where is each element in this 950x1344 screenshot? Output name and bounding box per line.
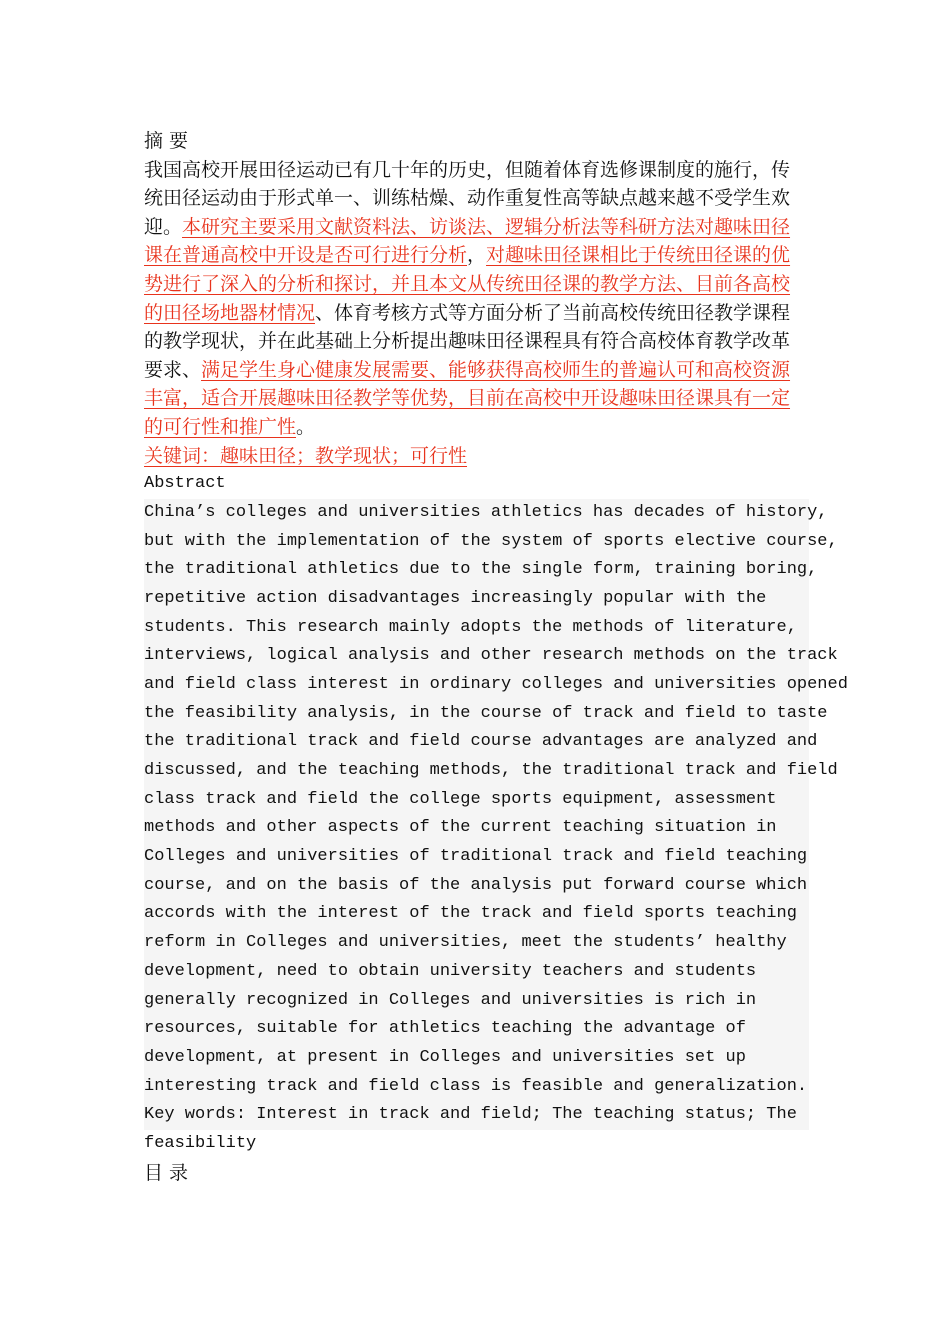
abstract-en-keywords-line-1: Key words: Interest in track and field; The teaching status; The [144,1101,809,1130]
abstract-en-line: Colleges and universities of traditional track and field teaching [144,843,809,872]
text-segment: 。 [296,415,316,438]
abstract-zh-keywords [144,442,809,471]
toc-heading: 目 录 [144,1161,189,1184]
abstract-zh-heading: 摘 要 [144,130,189,152]
abstract-en-line: generally recognized in Colleges and universities is rich in [144,987,809,1016]
abstract-zh-line [144,413,809,442]
abstract-en-line: accords with the interest of the track and field sports teaching [144,900,809,929]
abstract-en-line: class track and field the college sports equipment, assessment [144,786,809,815]
abstract-en-line: development, need to obtain university teachers and students [144,958,809,987]
abstract-en-line: the traditional athletics due to the single form, training boring, [144,556,809,585]
keywords-zh-text: 关键词：趣味田径；教学现状；可行性 [144,444,468,467]
abstract-en-line: students. This research mainly adopts the methods of literature, [144,614,809,643]
text-segment: 统田径运动由于形式单一、训练枯燥、动作重复性高等缺点越来越不受学生欢 [144,187,791,210]
abstract-en-heading: Abstract [144,474,226,494]
abstract-en-body [144,499,848,1101]
highlighted-text-segment: 本研究主要采用文献资料法、访谈法、逻辑分析法等科研方法对趣味田径 [182,215,791,238]
highlighted-text-segment: 课在普通高校中开设是否可行进行分析 [144,244,468,267]
abstract-zh-line [144,213,809,242]
abstract-zh-line [144,156,809,185]
abstract-en-line: and field class interest in ordinary colleges and universities opened [144,671,809,700]
abstract-zh-line [144,241,809,270]
abstract-en-line: resources, suitable for athletics teaching the advantage of [144,1015,809,1044]
abstract-en-line: interviews, logical analysis and other research methods on the track [144,642,809,671]
text-segment: 的教学现状，并在此基础上分析提出趣味田径课程具有符合高校体育教学改革 [144,330,791,353]
abstract-en-line: development, at present in Colleges and universities set up [144,1044,809,1073]
text-segment: 、体育考核方式等方面分析了当前高校传统田径教学课程 [315,301,791,324]
abstract-zh-body [144,156,809,442]
highlighted-text-segment: 满足学生身心健康发展需要、能够获得高校师生的普遍认可和高校资源 [201,358,791,381]
text-segment: 要求、 [144,358,202,381]
abstract-en-line: but with the implementation of the system of sports elective course, [144,528,809,557]
abstract-en-keywords-line-2: feasibility [144,1133,257,1153]
highlighted-text-segment: 势进行了深入的分析和探讨，并且本文从传统田径课的教学方法、目前各高校 [144,272,791,295]
abstract-en-line: methods and other aspects of the current teaching situation in [144,814,809,843]
abstract-en-line: interesting track and field class is feasible and generalization. [144,1073,809,1102]
abstract-en-line: the feasibility analysis, in the course of track and field to taste [144,700,809,729]
highlighted-text-segment: 的可行性和推广性 [144,415,297,438]
abstract-en-line: reform in Colleges and universities, meet the students’ healthy [144,929,809,958]
abstract-zh-line [144,184,809,213]
abstract-zh-line [144,356,809,385]
highlighted-text-segment: 丰富，适合开展趣味田径教学等优势，目前在高校中开设趣味田径课具有一定 [144,387,791,410]
abstract-zh-line [144,270,809,299]
text-segment: ， [467,244,487,267]
abstract-en-line: discussed, and the teaching methods, the traditional track and field [144,757,809,786]
abstract-en-line: repetitive action disadvantages increasingly popular with the [144,585,809,614]
abstract-zh-line [144,299,809,328]
highlighted-text-segment: 对趣味田径课相比于传统田径课的优 [486,244,791,267]
abstract-zh-line [144,384,809,413]
document-content [144,127,848,1187]
abstract-zh-line [144,327,809,356]
abstract-en-line: China’s colleges and universities athletics has decades of history, [144,499,809,528]
abstract-en-line: course, and on the basis of the analysis put forward course which [144,872,809,901]
text-segment: 迎。 [144,215,183,238]
abstract-en-line: the traditional track and field course advantages are analyzed and [144,728,809,757]
text-segment: 我国高校开展田径运动已有几十年的历史，但随着体育选修课制度的施行，传 [144,158,791,181]
highlighted-text-segment: 的田径场地器材情况 [144,301,316,324]
